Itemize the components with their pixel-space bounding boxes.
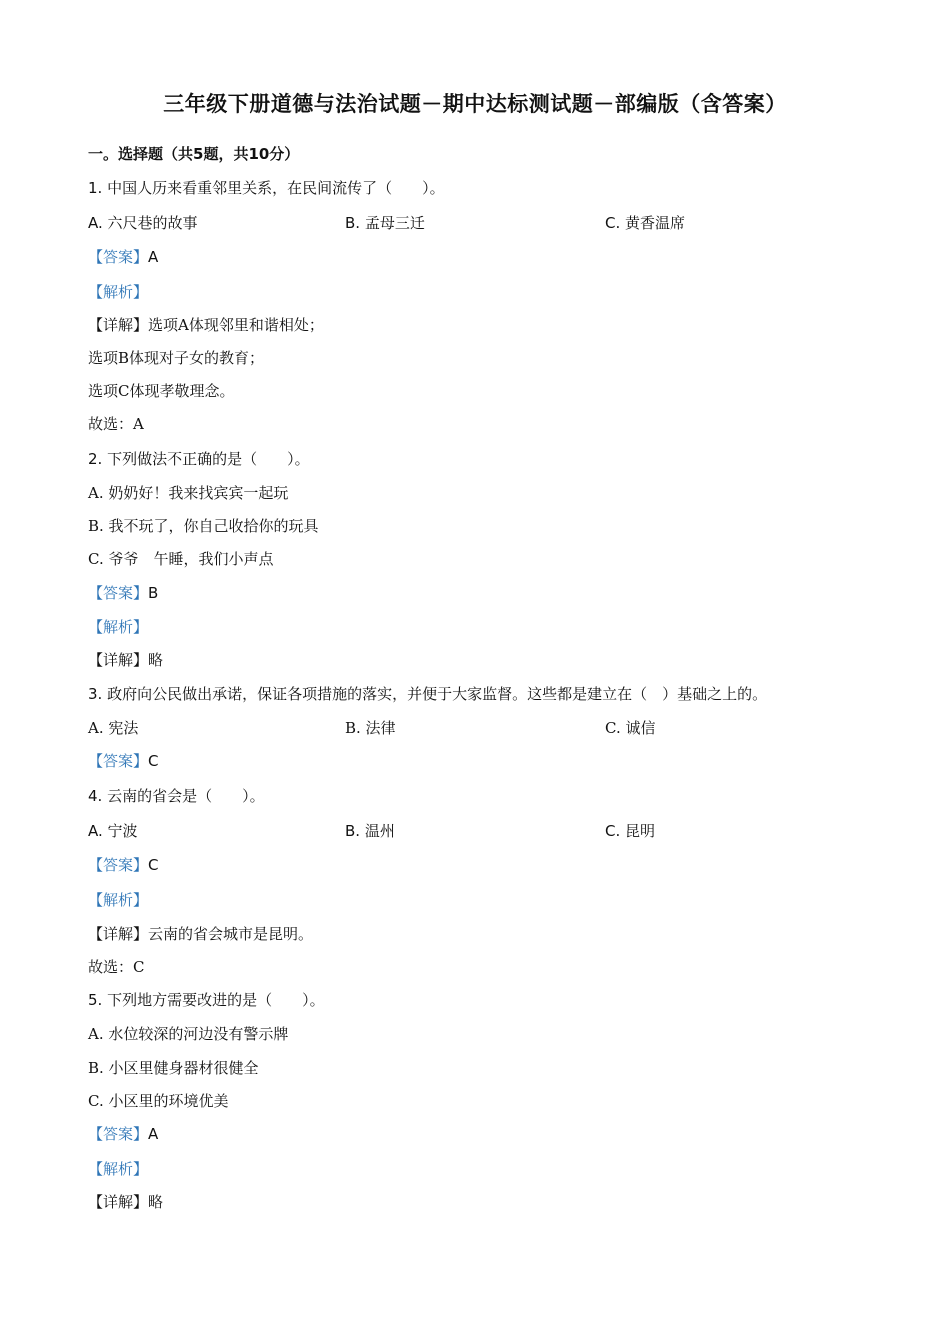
detail-text: 略 [148, 651, 164, 669]
option-b: B. 法律 [345, 719, 396, 737]
choice-line: 故选：C [88, 958, 145, 976]
detail-label: 【详解】 [88, 925, 149, 943]
option-text: 黄香温席 [625, 214, 686, 232]
question-text: 下列地方需要改进的是（ ）。 [107, 991, 325, 1009]
answer-line [88, 583, 158, 603]
detail-text: 选项A体现邻里和谐相处； [148, 316, 324, 334]
option-text: 六尺巷的故事 [107, 214, 198, 232]
answer-value: A [148, 1125, 159, 1143]
answer-value: A [148, 248, 159, 266]
analysis-label: 【解析】 [88, 618, 149, 636]
answer-value: C [148, 752, 159, 770]
option-text: 孟母三迁 [364, 214, 425, 232]
question-4 [88, 786, 265, 806]
section-heading: 一。选择题（共5题，共10分） [88, 145, 300, 163]
analysis-label: 【解析】 [88, 1160, 149, 1178]
detail-text: 云南的省会城市是昆明。 [148, 925, 314, 943]
option-a: A. 奶奶好！我来找宾宾一起玩 [88, 484, 289, 502]
option-text: 宁波 [107, 822, 138, 840]
option-a: A. 宪法 [88, 719, 139, 737]
question-number: 5. [88, 991, 103, 1009]
answer-line [88, 751, 159, 771]
question-text: 云南的省会是（ ）。 [107, 787, 265, 805]
option-a: A. 水位较深的河边没有警示牌 [88, 1025, 289, 1043]
question-number: 4. [88, 787, 103, 805]
answer-label: 【答案】 [88, 248, 149, 266]
question-2 [88, 449, 310, 469]
detail-label: 【详解】 [88, 316, 149, 334]
detail-line [88, 650, 163, 670]
option-text: 昆明 [625, 822, 656, 840]
question-1 [88, 178, 445, 198]
option-c [605, 213, 685, 233]
question-text: 政府向公民做出承诺，保证各项措施的落实，并便于大家监督。这些都是建立在（ ）基础之上的。 [107, 685, 768, 703]
option-key: C. [605, 822, 621, 840]
option-b: B. 小区里健身器材很健全 [88, 1059, 259, 1077]
option-key: B. [345, 822, 361, 840]
option-key: B. [345, 214, 361, 232]
option-c [605, 821, 655, 841]
option-c: C. 诚信 [605, 719, 656, 737]
question-5 [88, 990, 325, 1010]
option-key: A. [88, 214, 103, 232]
detail-line: 选项C体现孝敬理念。 [88, 382, 235, 400]
option-key: A. [88, 822, 103, 840]
option-c: C. 小区里的环境优美 [88, 1092, 229, 1110]
detail-line [88, 315, 324, 335]
answer-label: 【答案】 [88, 856, 149, 874]
analysis-label: 【解析】 [88, 891, 149, 909]
option-b: B. 我不玩了，你自己收拾你的玩具 [88, 517, 319, 535]
detail-line [88, 924, 313, 944]
option-b [345, 821, 395, 841]
question-number: 1. [88, 179, 103, 197]
answer-line [88, 855, 159, 875]
detail-label: 【详解】 [88, 1193, 149, 1211]
answer-label: 【答案】 [88, 584, 149, 602]
answer-value: B [148, 584, 159, 602]
analysis-label: 【解析】 [88, 283, 149, 301]
option-a [88, 213, 198, 233]
answer-label: 【答案】 [88, 1125, 149, 1143]
answer-line [88, 1124, 158, 1144]
choice-line: 故选：A [88, 415, 144, 433]
option-c: C. 爷爷 午睡，我们小声点 [88, 550, 274, 568]
detail-line: 选项B体现对子女的教育； [88, 349, 265, 367]
question-text: 中国人历来看重邻里关系，在民间流传了（ ）。 [107, 179, 445, 197]
question-3 [88, 684, 767, 704]
detail-label: 【详解】 [88, 651, 149, 669]
answer-line [88, 247, 158, 267]
page-title: 三年级下册道德与法治试题－期中达标测试题－部编版（含答案） [163, 92, 787, 116]
answer-value: C [148, 856, 159, 874]
question-number: 3. [88, 685, 103, 703]
detail-line [88, 1192, 163, 1212]
option-text: 温州 [364, 822, 395, 840]
option-a [88, 821, 138, 841]
question-text: 下列做法不正确的是（ ）。 [107, 450, 310, 468]
question-number: 2. [88, 450, 103, 468]
option-key: C. [605, 214, 621, 232]
detail-text: 略 [148, 1193, 164, 1211]
option-b [345, 213, 425, 233]
answer-label: 【答案】 [88, 752, 149, 770]
